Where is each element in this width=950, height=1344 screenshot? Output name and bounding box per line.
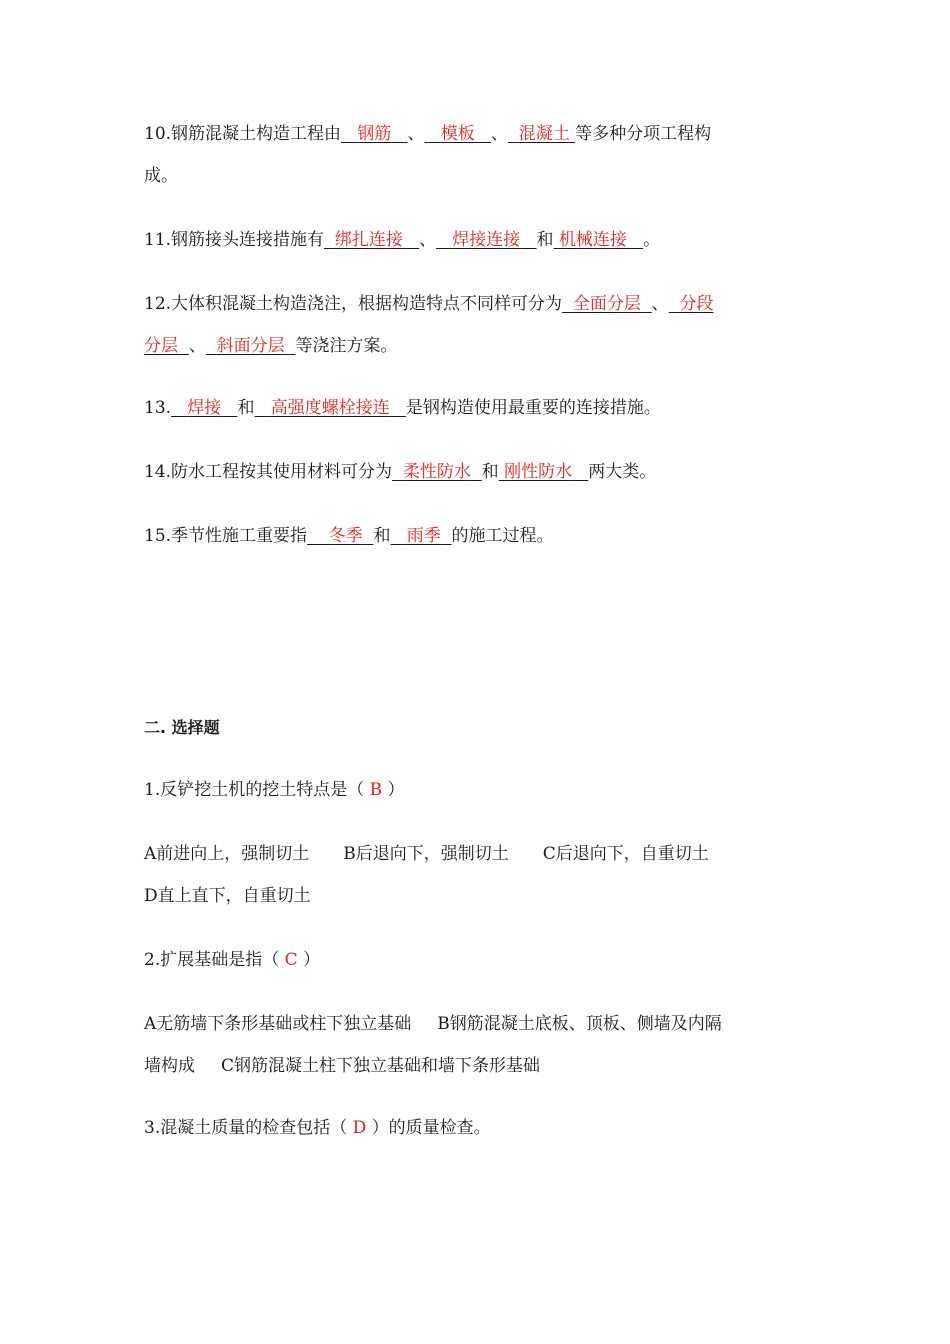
answer-q14-1: 柔性防水 bbox=[402, 462, 471, 482]
answer-q11-2: 焊接连接 bbox=[452, 230, 521, 250]
choice-question-2: 2.扩展基础是指（ C ） bbox=[144, 950, 321, 970]
option-b: B钢筋混凝土底板、顶板、侧墙及内隔 bbox=[437, 1014, 722, 1034]
choice-question-1: 1.反铲挖土机的挖土特点是（ B ） bbox=[144, 780, 405, 800]
answer-q11-3: 机械连接 bbox=[558, 230, 627, 250]
answer-q10-3: 混凝土 bbox=[518, 124, 570, 144]
answer-q14-2: 刚性防水 bbox=[504, 462, 573, 482]
answer-q11-1: 绑扎连接 bbox=[334, 230, 403, 250]
option-c: C钢筋混凝土柱下独立基础和墙下条形基础 bbox=[221, 1056, 541, 1076]
choice-question-3: 3.混凝土质量的检查包括（ D ）的质量检查。 bbox=[144, 1118, 491, 1138]
answer-q12-2a: 分段 bbox=[679, 294, 714, 314]
option-a: A前进向上，强制切土 bbox=[144, 844, 310, 864]
question-15: 15.季节性施工重要指 冬季 和 雨季 的施工过程。 bbox=[144, 526, 554, 546]
choice-q1-options bbox=[144, 842, 814, 866]
answer-choice-q3: D bbox=[352, 1118, 367, 1138]
option-a: A无筋墙下条形基础或柱下独立基础 bbox=[144, 1014, 412, 1034]
question-14: 14.防水工程按其使用材料可分为 柔性防水 和 刚性防水 两大类。 bbox=[144, 462, 657, 482]
answer-q10-1: 钢筋 bbox=[357, 124, 392, 144]
answer-q13-1: 焊接 bbox=[187, 398, 222, 418]
question-10-line-1: 10.钢筋混凝土构造工程由 钢筋 、 模板 、 混凝土 等多种分项工程构 bbox=[144, 124, 712, 144]
answer-q13-2: 高强度螺栓接连 bbox=[270, 398, 390, 418]
option-b: B后退向下，强制切土 bbox=[343, 844, 509, 864]
answer-choice-q2: C bbox=[284, 950, 298, 970]
answer-q12-3: 斜面分层 bbox=[216, 336, 285, 356]
choice-q2-options-line-2: 墙构成 C钢筋混凝土柱下独立基础和墙下条形基础 bbox=[144, 1056, 541, 1076]
choice-q2-options-line-1 bbox=[144, 1012, 814, 1036]
section-heading: 二. 选择题 bbox=[144, 718, 220, 737]
answer-q15-1: 冬季 bbox=[328, 526, 363, 546]
answer-q15-2: 雨季 bbox=[406, 526, 441, 546]
answer-q12-2b: 分层 bbox=[144, 336, 178, 356]
question-13: 13. 焊接 和 高强度螺栓接连 是钢构造使用最重要的连接措施。 bbox=[144, 398, 661, 418]
answer-q10-2: 模板 bbox=[440, 124, 475, 144]
answer-q12-1: 全面分层 bbox=[572, 294, 641, 314]
answer-choice-q1: B bbox=[369, 780, 383, 800]
question-10-line-2: 成。 bbox=[144, 166, 178, 186]
choice-q1-option-d: D直上直下，自重切土 bbox=[144, 886, 311, 906]
option-c: C后退向下，自重切土 bbox=[542, 844, 709, 864]
question-12-line-2: 分层 、 斜面分层 等浇注方案。 bbox=[144, 336, 398, 356]
question-11: 11.钢筋接头连接措施有 绑扎连接 、 焊接连接 和 机械连接 。 bbox=[144, 230, 661, 250]
question-12-line-1: 12.大体积混凝土构造浇注，根据构造特点不同样可分为 全面分层 、 分段 bbox=[144, 294, 714, 314]
